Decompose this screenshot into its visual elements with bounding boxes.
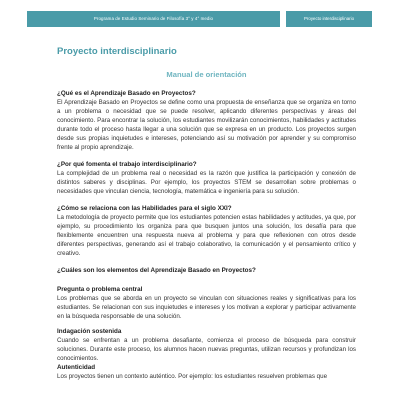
section-heading: ¿Por qué fomenta el trabajo interdisciplinario? — [57, 161, 197, 168]
section-interdisciplinary — [57, 160, 356, 196]
element-body: Los proyectos tienen un contexto auténtico. Por ejemplo: los estudiantes resuelven problemas que — [57, 373, 328, 380]
element-heading: Indagación sostenida — [57, 328, 122, 335]
section-body: La complejidad de un problema real o necesidad es la razón que justifica la participación y conexión de distintos saberes y disciplinas. Por ejemplo, los proyectos STEM se desarrollan sobre problemas o necesidades que vinculan ciencia, tecnología, matemática e ingeniería para su solución. — [57, 170, 356, 195]
section-body: El Aprendizaje Basado en Proyectos se define como una propuesta de enseñanza que se organiza en torno a un problema o necesidad que se puede resolver, aplicando diferentes perspectivas y áreas del conocimiento. Para encontrar la solución, los estudiantes movilizarán conocimientos, habilidades y actitudes durante todo el proceso hasta llegar a una solución que se expresa en un producto. Los proyectos surgen desde sus propias inquietudes e intereses, potenciando así su motivación por aprender y su compromiso frente al propio aprendizaje. — [57, 99, 356, 151]
page-title: Proyecto interdisciplinario — [57, 46, 177, 57]
section-heading: ¿Qué es el Aprendizaje Basado en Proyectos? — [57, 90, 196, 97]
section-what-is — [57, 89, 356, 152]
document-content — [57, 46, 356, 387]
section-heading: ¿Cuáles son los elementos del Aprendizaje Basado en Proyectos? — [57, 267, 256, 274]
element-central-question — [57, 285, 356, 321]
section-body: La metodología de proyecto permite que los estudiantes potencien estas habilidades y actitudes, ya que, por ejemplo, su procedimiento los organiza para que busquen juntos una solución, los desafía para que flexiblemente encuentren una respuesta nueva al problema y para que reflexionen con otros desde diferentes perspectivas, generando así el trabajo colaborativo, la comunicación y el pensamiento crítico y creativo. — [57, 214, 356, 257]
element-body: Cuando se enfrentan a un problema desafiante, comienza el proceso de búsqueda para construir soluciones. Durante este proceso, los alumnos hacen nuevas preguntas, utilizan recursos y profundizan los conocimientos. — [57, 337, 356, 362]
element-authenticity — [57, 363, 356, 381]
element-body: Los problemas que se aborda en un proyecto se vinculan con situaciones reales y significativas para los estudiantes. Se relacionan con sus inquietudes e intereses y los motivan a explorar y participar activamente en la búsqueda responsable de una solución. — [57, 295, 356, 320]
document-subtitle: Manual de orientación — [166, 70, 247, 79]
header-section-banner: Proyecto interdisciplinario — [286, 11, 372, 27]
section-heading: ¿Cómo se relaciona con las Habilidades para el siglo XXI? — [57, 205, 232, 212]
section-skills-21st-century — [57, 204, 356, 258]
element-heading: Autenticidad — [57, 364, 96, 371]
element-heading: Pregunta o problema central — [57, 286, 143, 293]
header-program-banner: Programa de Estudio Seminario de Filosofía 3° y 4° medio — [27, 11, 280, 27]
element-sustained-inquiry — [57, 327, 356, 363]
section-elements — [57, 266, 356, 275]
